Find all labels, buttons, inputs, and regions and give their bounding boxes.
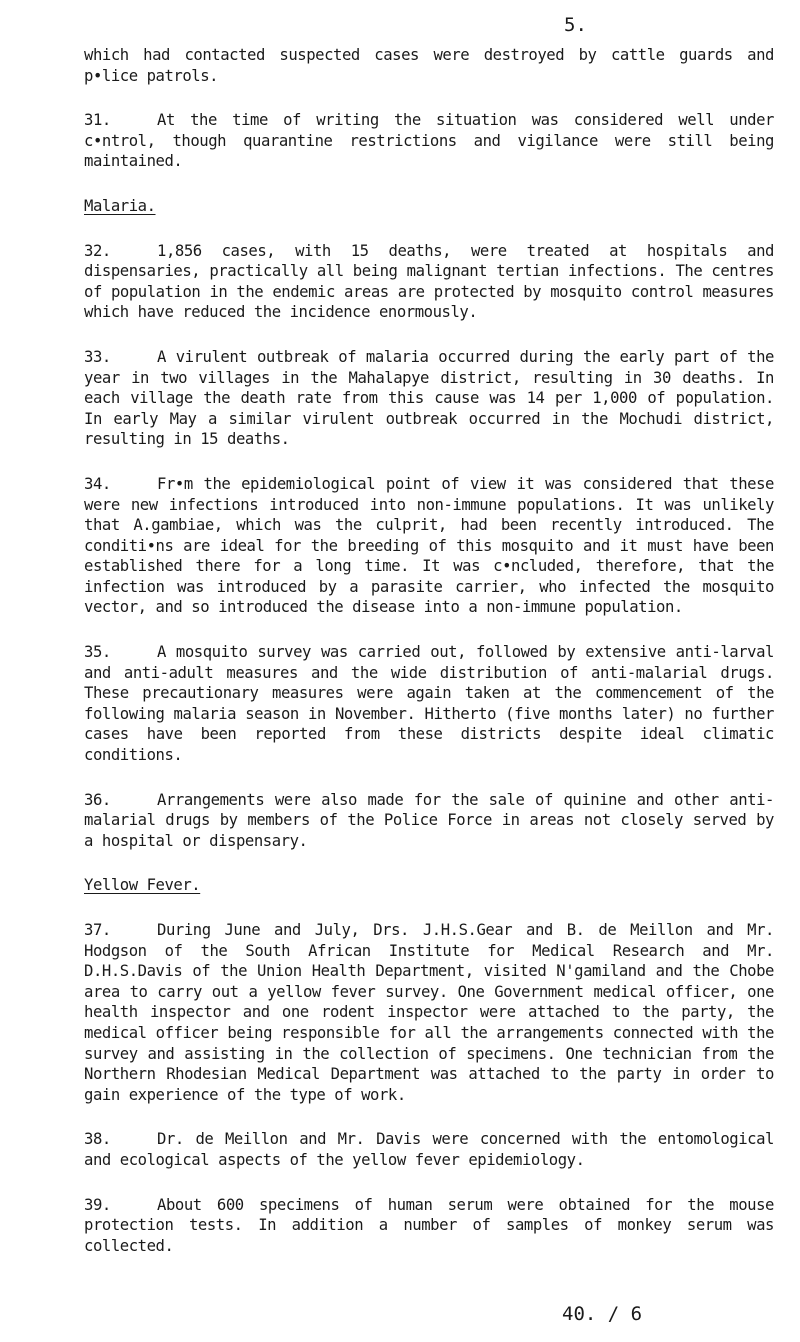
paragraph-text: A mosquito survey was carried out, followed by extensive anti-larval and anti-adult measures and the wide distribution of anti-malarial drugs. These precautionary measures were again taken at the commencement of the following malaria season in November. Hitherto (five months later) no further cases have been reported from these districts despite ideal climatic conditions. [84, 643, 774, 765]
paragraph-number: 33. [84, 347, 111, 366]
paragraph-text: During June and July, Drs. J.H.S.Gear and B. de Meillon and Mr. Hodgson of the South African Institute for Medical Research and Mr. D.H.S.Davis of the Union Health Department, visited N'gamiland and the Chobe area to carry out a yellow fever survey. One Government medical officer, one health inspector and one rodent inspector were attached to the party, the medical officer being responsible for all the arrangements connected with the survey and assisting in the collection of specimens. One technician from the Northern Rhodesian Medical Department was attached to the party in order to gain experience of the type of work. [84, 921, 774, 1104]
paragraph-text: Dr. de Meillon and Mr. Davis were concerned with the entomological and ecological aspects of the yellow fever epidemiology. [84, 1130, 774, 1169]
paragraph-text: A virulent outbreak of malaria occurred during the early part of the year in two villages in the Mahalapye district, resulting in 30 deaths. In each village the death rate from this cause was 14 per 1,000 of population. In early May a similar virulent outbreak occurred in the Mochudi district, resulting in 15 deaths. [84, 347, 774, 449]
paragraph-text: About 600 specimens of human serum were obtained for the mouse protection tests. In addition a number of samples of monkey serum was collected. [84, 1195, 774, 1255]
paragraph-36 [84, 790, 774, 852]
paragraph-text: Fr•m the epidemiological point of view it was considered that these were new infections introduced into non-immune populations. It was unlikely that A.gambiae, which was the culprit, had been recently introduced. The conditi•ns are ideal for the breeding of this mosquito and it must have been established there for a long time. It was c•ncluded, therefore, that the infection was introduced by a parasite carrier, who infected the mosquito vector, and so introduced the disease into a non-immune population. [84, 474, 774, 617]
paragraph-37 [84, 920, 774, 1105]
section-heading-malaria: Malaria. [84, 196, 156, 215]
paragraph-text: Arrangements were also made for the sale of quinine and other anti-malarial drugs by members of the Police Force in areas not closely served by a hospital or dispensary. [84, 790, 774, 850]
paragraph-39 [84, 1195, 774, 1257]
paragraph-text: At the time of writing the situation was considered well under c•ntrol, though quarantine restrictions and vigilance were still being maintained. [84, 111, 774, 171]
opening-paragraph: which had contacted suspected cases were destroyed by cattle guards and p•lice patrols. [84, 46, 774, 85]
paragraph-33 [84, 347, 774, 450]
paragraph-38 [84, 1129, 774, 1170]
paragraph-number: 32. [84, 241, 111, 260]
paragraph-text: 1,856 cases, with 15 deaths, were treated at hospitals and dispensaries, practically all being malignant tertian infections. The centres of population in the endemic areas are protected by mosquito control measures which have reduced the incidence enormously. [84, 241, 774, 322]
paragraph-32 [84, 241, 774, 323]
paragraph-34 [84, 474, 774, 618]
document-body [84, 45, 774, 1280]
paragraph-number: 38. [84, 1130, 111, 1149]
page-number: 5. [564, 14, 587, 36]
paragraph-31 [84, 110, 774, 172]
paragraph-number: 37. [84, 921, 111, 939]
paragraph-number: 35. [84, 643, 111, 662]
paragraph-number: 34. [84, 474, 111, 493]
continuation-reference: 40. / 6 [562, 1303, 643, 1325]
paragraph-number: 36. [84, 790, 111, 809]
section-heading-yellow-fever: Yellow Fever. [84, 876, 201, 895]
paragraph-35 [84, 642, 774, 766]
paragraph-number: 39. [84, 1195, 111, 1214]
paragraph-number: 31. [84, 111, 111, 130]
